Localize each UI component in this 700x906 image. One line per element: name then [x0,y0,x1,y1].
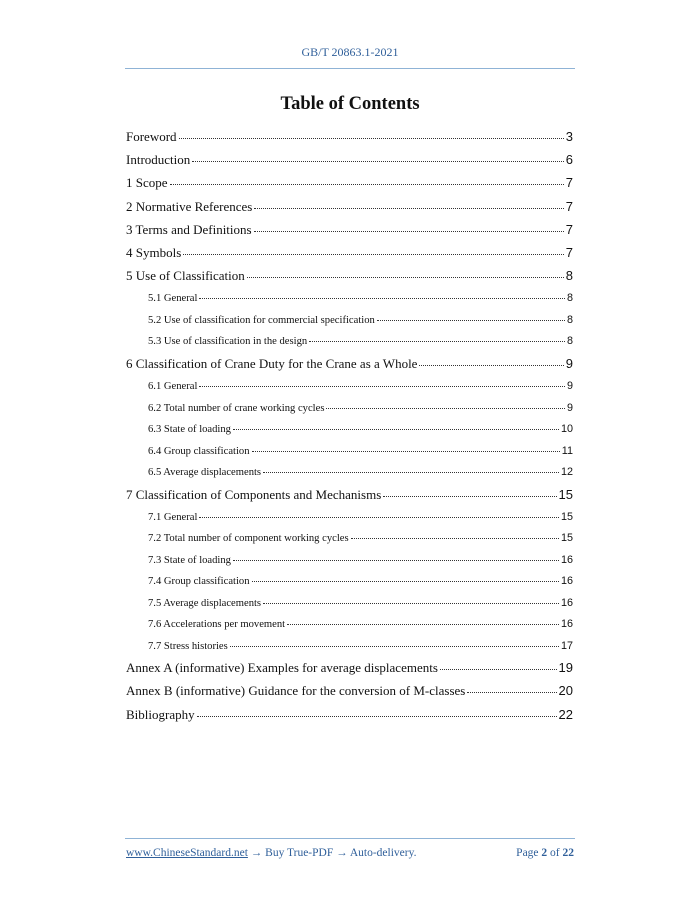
toc-subentry[interactable] [126,399,573,421]
toc-entry-page: 7 [565,244,573,260]
document-code-header: GB/T 20863.1-2021 [301,45,399,59]
toc-entry-label: 7.1 General [148,511,198,523]
current-page: 2 [541,847,548,859]
page-number [516,847,574,859]
toc-entry-label: 7 Classification of Components and Mechanisms [126,486,382,502]
toc-entry-label: 1 Scope [126,175,168,191]
toc-entry[interactable] [126,243,573,266]
dot-leader [199,517,559,518]
toc-entry-label: 7.3 State of loading [148,554,231,566]
toc-subentry[interactable] [126,420,573,442]
dot-leader [287,624,559,625]
dot-leader [263,472,559,473]
toc-entry-page: 8 [566,292,573,305]
page-word: Page [516,847,539,859]
toc-subentry[interactable] [126,311,573,333]
toc-entry[interactable] [126,681,573,704]
toc-entry-label: 7.5 Average displacements [148,597,262,609]
toc-entry[interactable] [126,705,573,728]
dot-leader [252,581,559,582]
dot-leader [230,646,559,647]
toc-entry-page: 15 [560,510,573,523]
toc-entry-label: 7.7 Stress histories [148,640,228,652]
toc-entry-label: 6.2 Total number of crane working cycles [148,402,325,414]
toc-entry-page: 8 [565,268,573,284]
toc-entry-page: 8 [566,313,573,326]
dot-leader [170,184,564,185]
toc-entry-page: 16 [560,596,573,609]
dot-leader [326,408,565,409]
toc-entry-label: 6.1 General [148,381,198,392]
dot-leader [252,451,560,452]
dot-leader [199,386,565,387]
dot-leader [183,254,564,255]
page-title: Table of Contents [280,94,420,114]
toc-entry-page: 8 [566,335,573,348]
dot-leader [197,716,557,717]
toc-entry[interactable] [126,354,573,377]
toc-entry-label: 5.1 General [148,293,198,305]
toc-entry-page: 16 [560,575,573,588]
toc-entry-label: 7.6 Accelerations per movement [148,619,286,631]
page-footer [126,847,574,859]
toc-entry-page: 7 [565,198,573,214]
header-divider [125,68,575,69]
dot-leader [383,496,556,497]
toc-entry-label: 6.3 State of loading [148,424,231,435]
toc-entry-label: Foreword [126,129,177,144]
toc-subentry[interactable] [126,508,573,530]
toc-subentry[interactable] [126,442,573,464]
toc-entry-page: 16 [560,618,573,631]
toc-entry-label: 5 Use of Classification [126,268,245,284]
dot-leader [309,341,565,342]
toc-entry-label: 3 Terms and Definitions [126,221,252,237]
footer-divider [125,838,575,839]
toc-entry[interactable] [126,266,573,289]
toc-entry-page: 12 [560,466,573,478]
toc-entry-label: 7.2 Total number of component working cycles [148,533,349,545]
dot-leader [254,208,563,209]
toc-entry-page: 7 [565,175,573,191]
dot-leader [263,603,559,604]
toc-entry-page: 19 [558,660,573,676]
toc-subentry[interactable] [126,529,573,551]
toc-entry-page: 15 [560,532,573,545]
toc-entry-label: 5.3 Use of classification in the design [148,336,308,348]
toc-entry-page: 7 [565,221,573,237]
toc-subentry[interactable] [126,551,573,573]
toc-entry-page: 15 [558,486,573,502]
dot-leader [377,320,565,321]
dot-leader [233,429,559,430]
toc-subentry[interactable] [126,615,573,637]
toc-entry-page: 20 [558,683,573,699]
toc-entry-page: 16 [560,553,573,566]
dot-leader [233,560,559,561]
toc-entry-label: 6.4 Group classification [148,445,250,457]
dot-leader [419,365,563,366]
toc-entry-page: 22 [558,706,573,722]
toc-subentry[interactable] [126,463,573,485]
toc-entry-label: Annex B (informative) Guidance for the conversion of M-classes [126,683,466,699]
toc-entry-label: 6 Classification of Crane Duty for the Crane as a Whole [126,355,418,371]
toc-entry-page: 17 [560,639,573,652]
toc-entry[interactable] [126,220,573,243]
toc-entry[interactable] [126,173,573,196]
dot-leader [254,231,564,232]
toc-entry-label: 2 Normative References [126,198,253,214]
dot-leader [440,669,557,670]
dot-leader [199,298,565,299]
toc-entry-page: 9 [566,380,573,392]
toc-entry-label: Bibliography [126,706,195,722]
toc-entry[interactable] [126,197,573,220]
total-pages: 22 [562,847,574,859]
toc-entry-page: 9 [566,401,573,414]
dot-leader [192,161,564,162]
dot-leader [247,277,564,278]
dot-leader [351,538,559,539]
dot-leader [467,692,556,693]
toc-entry[interactable] [126,658,573,681]
website-link[interactable]: www.ChineseStandard.net [126,847,248,859]
promo-text: → Buy True-PDF → Auto-delivery. [250,847,417,859]
toc-entry-page: 9 [565,355,573,371]
table-of-contents [126,127,573,728]
toc-entry-label: 7.4 Group classification [148,576,250,588]
toc-entry-page: 6 [565,152,573,168]
toc-entry-page: 11 [561,444,573,457]
toc-entry[interactable] [126,150,573,173]
toc-subentry[interactable] [126,637,573,659]
toc-entry-label: Annex A (informative) Examples for average displacements [126,660,438,676]
toc-subentry[interactable] [126,572,573,594]
of-word: of [550,847,560,859]
toc-subentry[interactable] [126,377,573,399]
toc-entry-label: Introduction [126,152,191,168]
toc-entry-label: 5.2 Use of classification for commercial specification [148,314,375,326]
toc-entry[interactable] [126,127,573,150]
toc-subentry[interactable] [126,332,573,354]
toc-entry-label: 4 Symbols [126,244,182,260]
toc-subentry[interactable] [126,594,573,616]
toc-entry-page: 10 [560,423,573,435]
toc-entry-page: 3 [565,129,573,144]
dot-leader [179,138,564,139]
toc-entry[interactable] [126,485,573,508]
toc-entry-label: 6.5 Average displacements [148,467,262,478]
toc-subentry[interactable] [126,289,573,311]
